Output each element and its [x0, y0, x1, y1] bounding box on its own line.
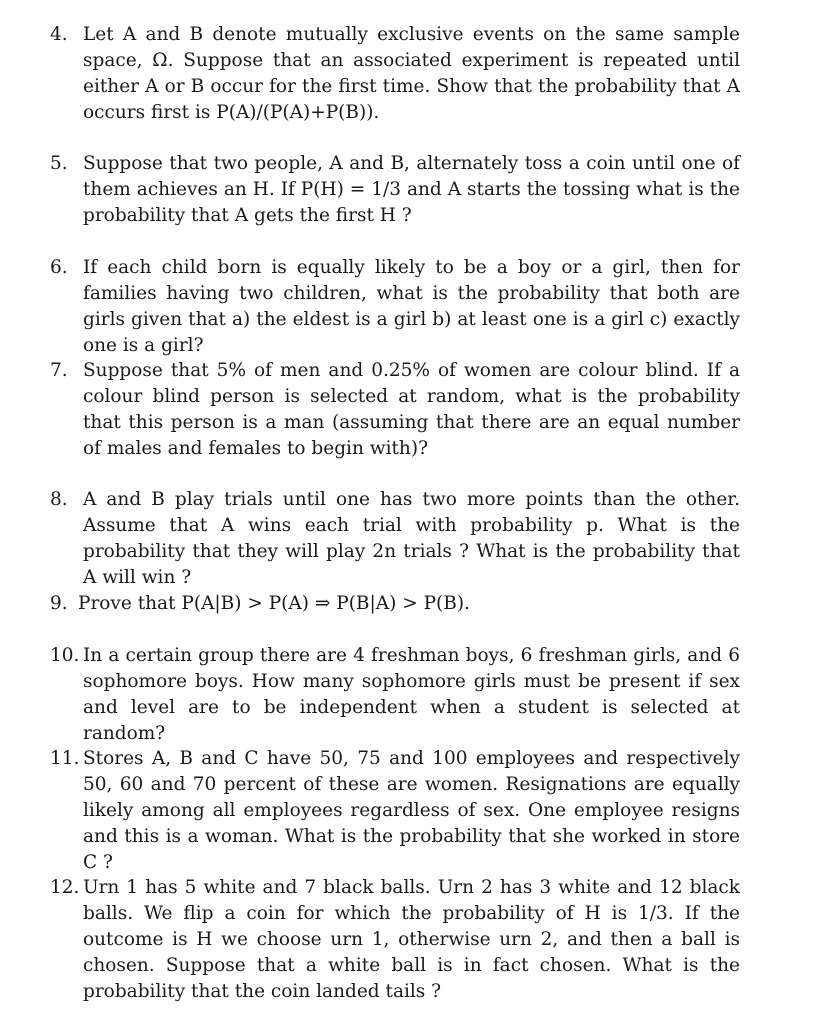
problem-number: 11. [50, 748, 80, 769]
problem-11 [50, 746, 740, 876]
problem-number: 5. [50, 153, 68, 174]
problem-number: 7. [50, 360, 68, 381]
problem-8 [50, 487, 740, 591]
problem-text: Suppose that 5% of men and 0.25% of women are colour blind. If a colour blind person is selected at random, what is the probability that this person is a man (assuming that there are an equal number of males and females to begin with)? [83, 360, 740, 459]
problem-number: 8. [50, 489, 68, 510]
problem-9 [50, 591, 740, 617]
problem-text: Prove that P(A|B) > P(A) ⇒ P(B|A) > P(B). [78, 593, 470, 614]
problem-text: Suppose that two people, A and B, alternately toss a coin until one of them achieves an H. If P(H) = 1/3 and A starts the tossing what is the probability that A gets the first H ? [83, 153, 740, 226]
problem-number: 4. [50, 24, 68, 45]
problem-12 [50, 875, 740, 1005]
problem-text: Urn 1 has 5 white and 7 black balls. Urn 2 has 3 white and 12 black balls. We flip a coin for which the probability of H is 1/3. If the outcome is H we choose urn 1, otherwise urn 2, and then a ball is chosen. Suppose that a white ball is in fact chosen. What is the probability that the coin landed tails ? [83, 877, 740, 1002]
problem-4 [50, 22, 740, 126]
problem-number: 12. [50, 877, 80, 898]
problem-text: Let A and B denote mutually exclusive events on the same sample space, Ω. Suppose that an associated experiment is repeated until either A or B occur for the first time. Show that the probability that A occurs first is P(A)/(P(A)+P(B)). [83, 24, 740, 123]
problem-number: 9. [50, 593, 68, 614]
problem-5 [50, 151, 740, 229]
problem-text: In a certain group there are 4 freshman boys, 6 freshman girls, and 6 sophomore boys. How many sophomore girls must be present if sex and level are to be independent when a student is selected at random? [83, 645, 740, 744]
problem-text: Stores A, B and C have 50, 75 and 100 employees and respectively 50, 60 and 70 percent of these are women. Resignations are equally likely among all employees regardless of sex. One employee resigns and this is a woman. What is the probability that she worked in store C ? [83, 748, 740, 873]
problem-7 [50, 358, 740, 462]
problem-6 [50, 255, 740, 359]
problem-number: 6. [50, 257, 68, 278]
problem-text: A and B play trials until one has two more points than the other. Assume that A wins each trial with probability p. What is the probability that they will play 2n trials ? What is the probability that A will win ? [83, 489, 740, 588]
problem-number: 10. [50, 645, 80, 666]
problem-text: If each child born is equally likely to be a boy or a girl, then for families having two children, what is the probability that both are girls given that a) the eldest is a girl b) at least one is a girl c) exactly one is a girl? [83, 257, 740, 356]
problem-10 [50, 643, 740, 747]
